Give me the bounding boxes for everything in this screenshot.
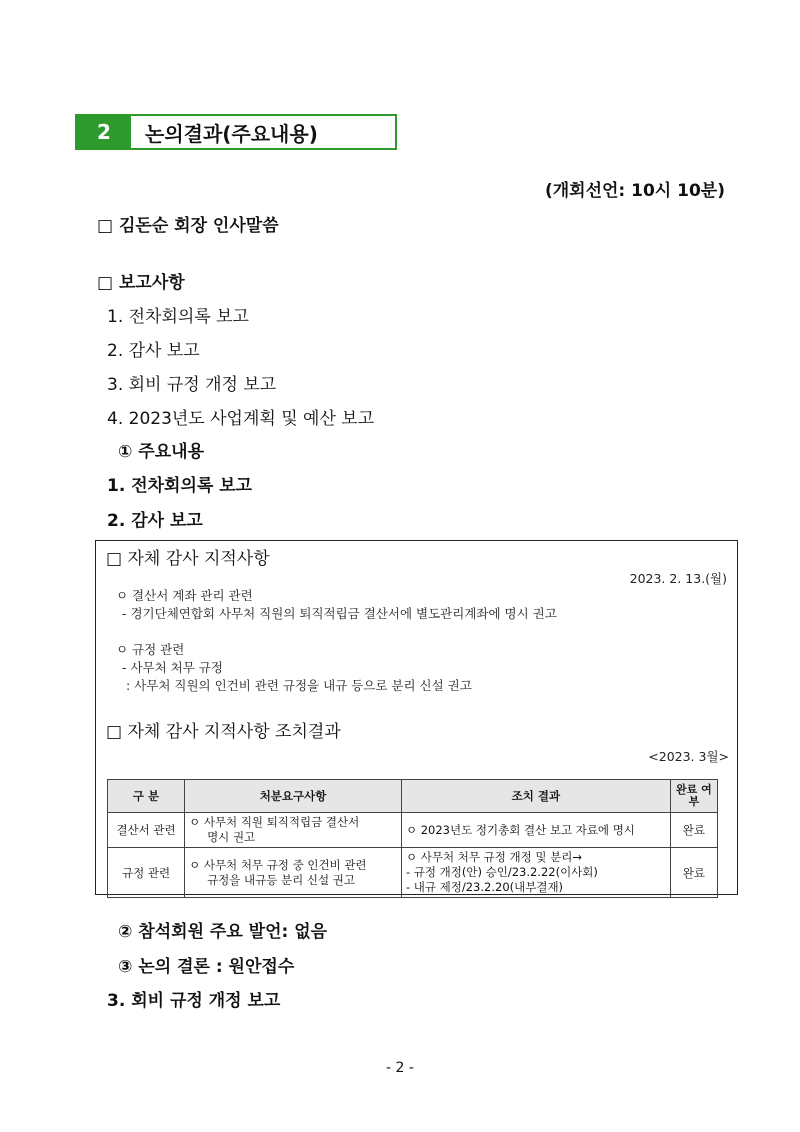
column-header: 처분요구사항	[185, 780, 402, 813]
subheading-minutes: 1. 전차회의록 보고	[107, 476, 253, 496]
table-cell-result	[401, 848, 670, 898]
audit-result-heading: □ 자체 감사 지적사항 조치결과	[106, 722, 341, 742]
subheading-audit: 2. 감사 보고	[107, 511, 203, 531]
section-header	[75, 114, 397, 150]
audit-findings-heading: □ 자체 감사 지적사항	[106, 549, 270, 569]
table-cell-status: 완료	[670, 848, 717, 898]
column-header: 구 분	[108, 780, 185, 813]
result-line: - 규정 개정(안) 승인/23.2.22(이사회)	[405, 865, 598, 879]
table-cell-request	[185, 813, 402, 848]
table-cell-category: 결산서 관련	[108, 813, 185, 848]
audit-box	[95, 540, 738, 895]
finding-2-detail: - 사무처 처무 규정	[122, 660, 223, 675]
report-item: 3. 회비 규정 개정 보고	[107, 375, 277, 395]
report-item: 2. 감사 보고	[107, 341, 200, 361]
subheading-fee-rules: 3. 회비 규정 개정 보고	[107, 991, 281, 1011]
request-line: 규정을 내규등 분리 신설 권고	[207, 872, 356, 887]
opening-time: (개회선언: 10시 10분)	[544, 181, 725, 201]
table-header-row	[108, 780, 718, 813]
table-cell-status: 완료	[670, 813, 717, 848]
result-line: - 내규 제정/23.2.20(내부결재)	[405, 880, 564, 894]
table-row	[108, 848, 718, 898]
table-cell-category: 규정 관련	[108, 848, 185, 898]
column-header: 조치 결과	[401, 780, 670, 813]
result-line: ㅇ 2023년도 정기총회 결산 보고 자료에 명시	[405, 822, 635, 837]
section-title: 논의결과(주요내용)	[135, 116, 395, 148]
table-row	[108, 813, 718, 848]
request-line: ㅇ 사무처 직원 퇴직적립금 결산서	[189, 815, 360, 829]
audit-date: 2023. 2. 13.(월)	[629, 571, 727, 586]
section-number: 2	[77, 116, 131, 148]
page-number: - 2 -	[386, 1060, 414, 1076]
finding-2-title: ㅇ 규정 관련	[116, 642, 185, 657]
table-cell-result	[401, 813, 670, 848]
member-remarks: ② 참석회원 주요 발언: 없음	[118, 922, 328, 942]
table-cell-request	[185, 848, 402, 898]
finding-2-detail: : 사무처 직원의 인건비 관련 규정을 내규 등으로 분리 신설 권고	[126, 678, 472, 693]
audit-result-table	[107, 779, 718, 898]
report-item: 1. 전차회의록 보고	[107, 307, 249, 327]
result-date: <2023. 3월>	[648, 749, 729, 764]
finding-1-title: ㅇ 결산서 계좌 관리 관련	[116, 588, 253, 603]
finding-1-detail: - 경기단체연합회 사무처 직원의 퇴직적립금 결산서에 별도관리계좌에 명시 권고	[122, 606, 557, 621]
discussion-conclusion: ③ 논의 결론 : 원안접수	[118, 957, 295, 977]
column-header: 완료 여부	[670, 780, 717, 813]
result-line: ㅇ 사무처 처무 규정 개정 및 분리→	[405, 850, 582, 864]
report-heading: □ 보고사항	[97, 273, 185, 293]
greeting-heading: □ 김돈순 회장 인사말씀	[97, 216, 279, 236]
report-item: 4. 2023년도 사업계획 및 예산 보고	[107, 409, 375, 429]
request-line: ㅇ 사무처 처무 규정 중 인건비 관련	[189, 857, 367, 872]
request-line: 명시 권고	[207, 830, 256, 844]
main-content-label: ① 주요내용	[118, 442, 204, 462]
